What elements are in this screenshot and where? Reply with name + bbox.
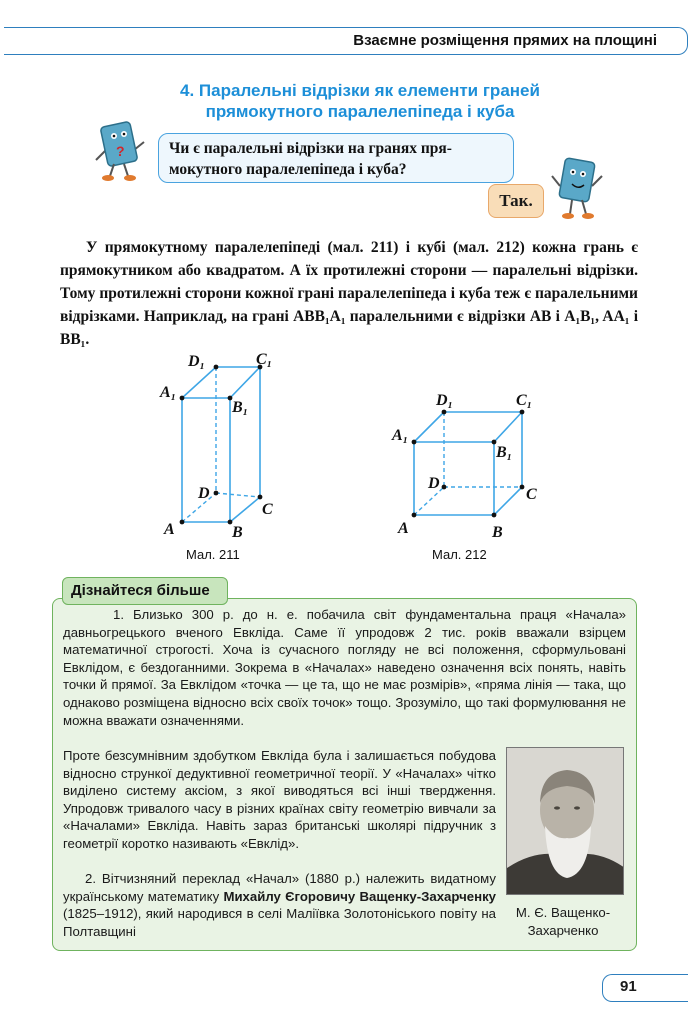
- running-header-title: Взаємне розміщення прямих на площині: [353, 32, 657, 49]
- label-a: A: [164, 521, 175, 538]
- label-c: C: [526, 486, 537, 503]
- learn-more-para2: [63, 870, 496, 940]
- section-title: [160, 80, 560, 122]
- edge-b1c1: [230, 367, 260, 398]
- label-b1: B₁: [496, 444, 513, 461]
- figure-211-caption: Мал. 211: [186, 547, 240, 562]
- label-a1: A₁: [392, 427, 409, 444]
- label-b1: B₁: [232, 399, 249, 416]
- edge-bc: [230, 497, 260, 522]
- label-c1: C₁: [516, 392, 533, 409]
- page-number: 91: [620, 978, 637, 995]
- label-b: B: [492, 524, 503, 541]
- label-c: C: [262, 501, 273, 518]
- figure-212-cube: [390, 385, 560, 545]
- question-mascot-icon: [92, 120, 150, 182]
- label-b: B: [232, 524, 243, 541]
- edge-a1d1: [182, 367, 216, 398]
- section-title-line2: прямокутного паралелепіпеда і куба: [205, 102, 515, 121]
- label-a: A: [398, 520, 409, 537]
- label-d1: D₁: [436, 392, 454, 409]
- question-bubble: [158, 133, 514, 183]
- portrait-caption: М. Є. Ващенко-Захарченко: [515, 905, 611, 938]
- portrait-person-icon: [507, 748, 624, 895]
- figure-212-caption: Мал. 212: [432, 547, 487, 562]
- edge-b1c1: [494, 412, 522, 442]
- edge-dc-hidden: [216, 493, 260, 497]
- edge-a1d1: [414, 412, 444, 442]
- para2-start: 2. Вітчизняний переклад «Начал» (1880 р.) належить видатному українському математику: [63, 871, 496, 904]
- main-text: У прямокутному паралелепіпеді (мал. 211) і кубі (мал. 212) кожна грань є прямокутником або квадратом. А їх протилежні сторони — паралельні відрізки. Тому протилежні сторони кожної грані паралелепіпеда і куба теж є паралельними відрізками. Наприклад, на грані ABB₁A₁ паралельними є відрізки AB і A₁B₁, AA₁ і BB₁.: [60, 239, 638, 348]
- label-d: D: [428, 475, 440, 492]
- label-d1: D₁: [188, 353, 206, 370]
- figure-211-parallelepiped: [150, 350, 300, 550]
- answer-bubble: Так.: [488, 184, 544, 218]
- learn-more-para1: 1. Близько 300 р. до н. е. побачила світ фундаментальна праця «Начала» давньогрецького вченого Евкліда. Саме її упродовж 2 тис. років вважали взірцем математичної строгості. Хоча із сучасного погляду не всі положення, сформульовані Евклідом, є бездоганними. Зокрема в «Началах» наведено означення всіх понять, навіть точки й прямої. За Евклідом «точка — це та, що не має розмірів», «пряма лінія — така, що однаково розміщена відносно всіх своїх точок» тощо. Зрозуміло, що такі формулювання не можна вважати означеннями.: [63, 607, 626, 728]
- label-c1: C₁: [256, 351, 273, 368]
- edge-bc: [494, 487, 522, 515]
- answer-mascot-icon: [548, 152, 608, 222]
- page-number-frame: [602, 974, 688, 1002]
- label-a1: A₁: [160, 384, 177, 401]
- portrait-image: [506, 747, 624, 895]
- learn-more-tab: Дізнайтеся більше: [62, 577, 228, 605]
- learn-more-para1b: Проте безсумнівним здобутком Евкліда була і залишається побудова відносно стрункої дедуктивної геометричної теорії. У «Началах» чітко виділено систему аксіом, з якої виводяться всі інші твердження. Упродовж тривалого часу в різних країнах світу геометрію вивчали за «Началами» Евкліда. Навіть зараз британські школярі підручник з геометрії коротко називають «Евклід».: [63, 748, 496, 851]
- question-line2: мокутного паралелепіпеда і куба?: [169, 161, 407, 178]
- label-d: D: [198, 485, 210, 502]
- section-title-line1: 4. Паралельні відрізки як елементи граней: [180, 81, 540, 100]
- para2-name: Михайлу Єгоровичу Ващенку-Захарченку: [223, 888, 496, 904]
- question-line1: Чи є паралельні відрізки на гранях пря-: [169, 140, 452, 157]
- para2-end: (1825–1912), який народився в селі Маліївка Золотоніського повіту на Полтавщині: [63, 906, 496, 939]
- svg-text:?: ?: [116, 143, 125, 159]
- main-paragraph: [60, 236, 638, 351]
